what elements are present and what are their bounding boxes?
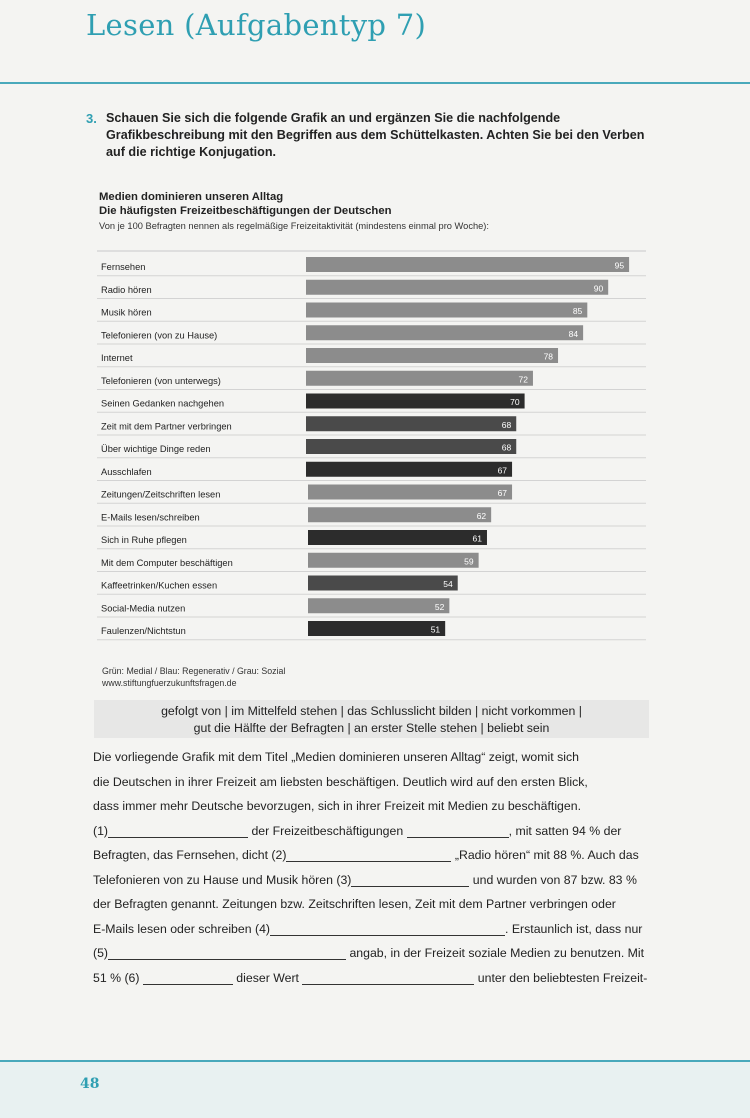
category-label: Zeit mit dem Partner verbringen xyxy=(101,421,232,432)
text-fragment: , mit satten 94 % der xyxy=(508,823,622,838)
page-title: Lesen (Aufgabentyp 7) xyxy=(86,8,427,42)
category-label: Über wichtige Dinge reden xyxy=(101,444,211,454)
bar xyxy=(306,257,629,272)
blank-1[interactable] xyxy=(108,823,248,838)
blank-label-1: (1) xyxy=(93,823,109,838)
text-line-5 xyxy=(93,843,663,868)
blank-2[interactable] xyxy=(286,847,451,862)
category-label: Faulenzen/Nichtstun xyxy=(101,626,186,636)
category-label: Telefonieren (von zu Hause) xyxy=(101,330,218,341)
chart-intro: Von je 100 Befragten nennen als regelmäßige Freizeitaktivität (mindestens einmal pro Woche): xyxy=(99,221,489,231)
word-box xyxy=(94,700,649,738)
bar xyxy=(306,325,583,340)
category-label: Seinen Gedanken nachgehen xyxy=(101,398,225,409)
task-instruction-text: Schauen Sie sich die folgende Grafik an und ergänzen Sie die nachfolgende Grafikbeschreibung mit den Begriffen aus dem Schüttelkasten. Achten Sie bei den Verben auf die richtige Konjugation. xyxy=(106,111,645,159)
chart-source-url: www.stiftungfuerzukunftsfragen.de xyxy=(102,678,237,688)
blank-6b[interactable] xyxy=(302,970,474,985)
blank-1b[interactable] xyxy=(407,823,509,838)
bar-value-label: 85 xyxy=(572,306,583,316)
chart-subtitle: Die häufigsten Freizeitbeschäftigungen der Deutschen xyxy=(99,205,392,217)
category-label: Musik hören xyxy=(101,307,152,318)
category-label: Radio hören xyxy=(101,284,152,295)
text-fragment: Telefonieren von zu Hause und Musik hören (3) xyxy=(93,872,352,887)
bar-value-label: 62 xyxy=(476,510,487,521)
bar xyxy=(308,576,458,591)
bar-value-label: 70 xyxy=(510,397,520,407)
bar xyxy=(308,553,479,568)
bar-value-label: 54 xyxy=(443,579,453,589)
bar xyxy=(306,280,608,295)
category-label: Social-Media nutzen xyxy=(101,603,186,614)
bar xyxy=(306,303,587,318)
category-label: Ausschlafen xyxy=(101,466,152,477)
bar xyxy=(308,621,445,636)
text-fragment: E-Mails lesen oder schreiben (4) xyxy=(93,921,271,936)
bar-value-label: 51 xyxy=(430,624,441,635)
text-fragment: (5) xyxy=(93,946,109,960)
text-line-2: die Deutschen in ihrer Freizeit am liebsten beschäftigen. Deutlich wird auf den ersten Blick, xyxy=(93,774,588,789)
text-line-7: der Befragten genannt. Zeitungen bzw. Zeitschriften lesen, Zeit mit dem Partner verbringen oder xyxy=(93,897,616,911)
bar xyxy=(308,485,512,500)
bar-value-label: 68 xyxy=(501,419,512,430)
blank-3[interactable] xyxy=(351,872,469,887)
text-fragment: . Erstaunlich ist, dass nur xyxy=(505,921,643,936)
chart-source xyxy=(102,665,285,689)
bar-value-label: 52 xyxy=(434,601,445,612)
text-fragment: unter den beliebtesten Freizeit- xyxy=(474,970,648,985)
bar xyxy=(306,348,558,363)
category-label: Zeitungen/Zeitschriften lesen xyxy=(101,489,221,500)
word-box-line-2: gut die Hälfte der Befragten | an erster Stelle stehen | beliebt sein xyxy=(193,721,550,735)
category-label: E-Mails lesen/schreiben xyxy=(101,512,200,523)
text-line-1: Die vorliegende Grafik mit dem Titel „Medien dominieren unseren Alltag“ zeigt, womit sich xyxy=(93,750,579,764)
bar-value-label: 90 xyxy=(593,283,604,294)
text-line-6 xyxy=(93,868,663,893)
text-fragment: der Freizeitbeschäftigungen xyxy=(248,823,407,838)
bar xyxy=(306,371,533,386)
category-label: Mit dem Computer beschäftigen xyxy=(101,557,233,568)
bar xyxy=(306,462,512,477)
blank-4[interactable] xyxy=(270,921,505,936)
bar-value-label: 61 xyxy=(472,533,482,544)
bar-value-label: 59 xyxy=(464,556,474,567)
cloze-text xyxy=(93,745,663,990)
bar-value-label: 95 xyxy=(614,260,625,271)
chart-legend-note: Grün: Medial / Blau: Regenerativ / Grau: Sozial xyxy=(102,666,286,676)
bar-value-label: 84 xyxy=(568,328,579,339)
bar-value-label: 68 xyxy=(501,442,512,453)
text-line-8 xyxy=(93,917,663,942)
text-line-3: dass immer mehr Deutsche bevorzugen, sich in ihrer Freizeit mit Medien zu beschäftigen. xyxy=(93,799,581,813)
bar-value-label: 78 xyxy=(543,351,554,362)
text-line-4 xyxy=(93,819,663,844)
text-fragment: dieser Wert xyxy=(232,970,303,985)
bar xyxy=(306,394,525,409)
category-label: Kaffeetrinken/Kuchen essen xyxy=(101,580,218,591)
text-line-9 xyxy=(93,941,663,966)
bar xyxy=(308,598,449,613)
bar xyxy=(306,416,516,431)
text-fragment: „Radio hören“ mit 88 %. Auch das xyxy=(451,848,639,862)
category-label: Sich in Ruhe pflegen xyxy=(101,535,187,545)
bar-value-label: 67 xyxy=(497,465,508,476)
text-fragment: 51 % (6) xyxy=(93,970,143,985)
word-box-line-1: gefolgt von | im Mittelfeld stehen | das Schlusslicht bilden | nicht vorkommen | xyxy=(161,704,582,718)
bar xyxy=(306,439,516,454)
category-label: Internet xyxy=(101,353,133,363)
bar-value-label: 67 xyxy=(497,488,508,498)
chart-title: Medien dominieren unseren Alltag xyxy=(99,191,284,203)
bar xyxy=(308,507,491,522)
category-label: Telefonieren (von unterwegs) xyxy=(101,375,221,386)
bar-value-label: 72 xyxy=(518,374,528,385)
text-line-10 xyxy=(93,966,663,991)
category-label: Fernsehen xyxy=(101,262,146,272)
footer-band xyxy=(0,1062,750,1118)
text-fragment: und wurden von 87 bzw. 83 % xyxy=(469,872,637,887)
page-number: 48 xyxy=(80,1076,100,1092)
blank-6[interactable] xyxy=(143,970,233,985)
text-fragment: angab, in der Freizeit soziale Medien zu benutzen. Mit xyxy=(346,946,645,960)
blank-5[interactable] xyxy=(108,945,346,960)
text-fragment: Befragten, das Fernsehen, dicht (2) xyxy=(93,848,287,862)
bar xyxy=(308,530,487,545)
task-number: 3. xyxy=(86,111,97,126)
